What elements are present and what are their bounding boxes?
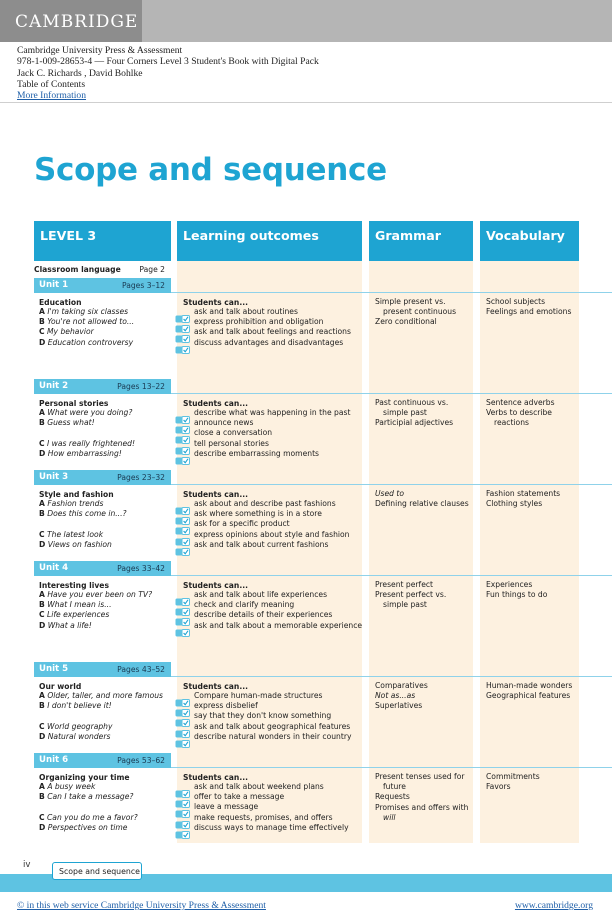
- lesson-letter: C: [39, 438, 45, 448]
- vocabulary-item: School subjects: [486, 297, 546, 306]
- learning-outcome: check and clarify meaning: [194, 600, 295, 610]
- lesson-title: Older, taller, and more famous: [47, 691, 164, 700]
- grammar-item: future: [383, 782, 406, 792]
- unit-bar: [34, 278, 171, 293]
- lesson-item: [39, 823, 127, 833]
- lesson-title: How embarrassing!: [47, 448, 122, 458]
- students-can-label: Students can...: [183, 490, 248, 499]
- lesson-title: Perspectives on time: [47, 822, 128, 832]
- lesson-item: [39, 439, 135, 449]
- bibliographic-info: [17, 45, 319, 101]
- unit-name: Unit 6: [39, 755, 69, 765]
- unit-topic: Interesting lives: [39, 581, 109, 590]
- vocabulary-item: Favors: [486, 782, 511, 792]
- unit-pages: Pages 3–12: [121, 281, 165, 290]
- students-can-label: Students can...: [183, 399, 248, 408]
- lesson-title: I was really frightened!: [47, 438, 135, 448]
- grammar-item: Present perfect vs.: [375, 590, 447, 600]
- page-number: iv: [23, 860, 31, 870]
- lesson-letter: A: [39, 499, 45, 508]
- learning-outcome: announce news: [194, 418, 254, 428]
- vocabulary-column-bg: [480, 261, 579, 843]
- unit-name: Unit 4: [39, 563, 69, 573]
- lesson-item: [39, 317, 134, 327]
- lesson-title: I'm taking six classes: [47, 307, 129, 316]
- learning-outcome: offer to take a message: [194, 792, 285, 802]
- vocabulary-item: Sentence adverbs: [486, 398, 555, 407]
- grammar-item: Comparatives: [375, 681, 428, 690]
- more-information-link[interactable]: More Information: [17, 90, 87, 102]
- publisher-line: Cambridge University Press & Assessment: [17, 45, 183, 56]
- unit-divider: [171, 575, 612, 576]
- lesson-letter: D: [39, 539, 46, 549]
- unit-pages: Pages 13–22: [117, 382, 165, 391]
- learning-outcome: express opinions about style and fashion: [194, 529, 350, 539]
- learning-outcome: ask and talk about current fashions: [194, 539, 329, 549]
- lesson-letter: D: [39, 448, 46, 458]
- learning-outcome: say that they don't know something: [194, 711, 332, 721]
- unit-divider: [171, 393, 612, 394]
- lesson-item: [39, 600, 112, 610]
- lesson-item: [39, 610, 109, 620]
- unit-topic: Education: [39, 298, 82, 307]
- lesson-title: Can I take a message?: [47, 792, 134, 802]
- lesson-title: I don't believe it!: [47, 701, 112, 711]
- lesson-item: [39, 691, 163, 701]
- lesson-letter: D: [39, 822, 46, 832]
- classroom-language-label: Classroom language: [34, 265, 121, 274]
- learning-outcome: describe embarrassing moments: [194, 448, 319, 458]
- unit-name: Unit 2: [39, 381, 69, 391]
- vocabulary-item: Feelings and emotions: [486, 307, 572, 317]
- lesson-item: [39, 701, 112, 711]
- grammar-item: Past continuous vs.: [375, 398, 449, 407]
- unit-topic: Personal stories: [39, 399, 109, 408]
- unit-pages: Pages 53–62: [117, 756, 165, 765]
- unit-topic: Our world: [39, 682, 82, 691]
- lesson-item: [39, 792, 133, 802]
- learning-outcome: describe details of their experiences: [194, 610, 333, 620]
- learning-outcome: ask and talk about feelings and reactions: [194, 327, 351, 337]
- lesson-title: The latest look: [47, 529, 104, 539]
- learning-outcome: close a conversation: [194, 428, 273, 438]
- unit-name: Unit 3: [39, 472, 69, 482]
- lesson-letter: B: [39, 418, 45, 428]
- vocabulary-header: Vocabulary: [480, 221, 579, 261]
- unit-divider: [171, 767, 612, 768]
- level-header: LEVEL 3: [34, 221, 171, 261]
- unit-name: Unit 5: [39, 664, 69, 674]
- lesson-title: Can you do me a favor?: [47, 812, 138, 822]
- unit-divider: [171, 676, 612, 677]
- grammar-item: Defining relative clauses: [375, 499, 469, 509]
- lesson-letter: C: [39, 812, 45, 822]
- lesson-title: What were you doing?: [47, 408, 133, 417]
- isbn-line: 978-1-009-28653-4 — Four Corners Level 3 Student's Book with Digital Pack: [17, 56, 319, 68]
- page-title: Scope and sequence: [34, 152, 387, 188]
- grammar-item: Present perfect: [375, 580, 434, 589]
- lesson-letter: D: [39, 620, 46, 630]
- lesson-title: Education controversy: [47, 337, 134, 347]
- unit-pages: Pages 43–52: [117, 665, 165, 674]
- lesson-title: Natural wonders: [47, 731, 111, 741]
- unit-divider: [171, 484, 612, 485]
- lesson-item: [39, 307, 128, 317]
- learning-outcome: make requests, promises, and offers: [194, 812, 333, 822]
- learning-outcome: ask where something is in a store: [194, 509, 322, 519]
- lesson-item: [39, 732, 110, 742]
- cambridge-logo: CAMBRIDGE: [0, 0, 142, 42]
- grammar-item: Not as...as: [375, 691, 416, 701]
- header-divider: [0, 102, 612, 103]
- toc-line: Table of Contents: [17, 78, 86, 90]
- learning-outcome: ask for a specific product: [194, 519, 290, 529]
- lesson-item: [39, 327, 94, 337]
- grammar-item: Zero conditional: [375, 317, 437, 327]
- lesson-title: Life experiences: [47, 610, 110, 620]
- copyright-link[interactable]: © in this web service Cambridge University Press & Assessment: [17, 900, 266, 911]
- classroom-language-row: [34, 265, 171, 274]
- learning-outcome: Compare human-made structures: [194, 691, 323, 700]
- lesson-item: [39, 813, 138, 823]
- grammar-item: Promises and offers with: [375, 802, 469, 812]
- vocabulary-item: Fashion statements: [486, 489, 561, 498]
- lesson-title: My behavior: [47, 327, 94, 337]
- learning-outcome: ask and talk about a memorable experience: [194, 620, 363, 630]
- lesson-letter: C: [39, 529, 45, 539]
- lesson-title: Have you ever been on TV?: [47, 590, 153, 599]
- lesson-item: [39, 722, 112, 732]
- lesson-letter: C: [39, 327, 45, 337]
- grammar-item: simple past: [383, 408, 427, 418]
- lesson-item: [39, 338, 133, 348]
- unit-bar: [34, 470, 171, 485]
- lesson-item: [39, 590, 152, 600]
- learning-outcome: ask and talk about weekend plans: [194, 782, 324, 791]
- lesson-letter: D: [39, 731, 46, 741]
- unit-pages: Pages 33–42: [117, 564, 165, 573]
- learning-outcome: ask about and describe past fashions: [194, 499, 336, 508]
- lesson-letter: B: [39, 792, 45, 802]
- unit-topic: Style and fashion: [39, 490, 114, 499]
- lesson-title: World geography: [47, 721, 113, 731]
- unit-name: Unit 1: [39, 280, 69, 290]
- lesson-title: Fashion trends: [47, 499, 104, 508]
- lesson-item: [39, 530, 103, 540]
- vocabulary-item: reactions: [494, 418, 529, 428]
- students-can-label: Students can...: [183, 682, 248, 691]
- lesson-letter: A: [39, 307, 45, 316]
- learning-outcome: ask and talk about routines: [194, 307, 298, 316]
- unit-topic: Organizing your time: [39, 773, 130, 782]
- vocabulary-item: Geographical features: [486, 691, 571, 701]
- section-tab: Scope and sequence: [52, 862, 142, 880]
- grammar-item: Participial adjectives: [375, 418, 454, 428]
- grammar-item: Present tenses used for: [375, 772, 465, 781]
- lesson-title: What I mean is...: [47, 600, 112, 610]
- learning-outcome: discuss ways to manage time effectively: [194, 822, 349, 832]
- grammar-header: Grammar: [369, 221, 473, 261]
- lesson-item: [39, 408, 132, 418]
- cambridge-website-link[interactable]: www.cambridge.org: [514, 900, 593, 911]
- unit-bar: [34, 379, 171, 394]
- grammar-item: will: [383, 812, 396, 822]
- vocabulary-item: Fun things to do: [486, 590, 548, 600]
- grammar-item: Requests: [375, 792, 410, 802]
- lesson-item: [39, 540, 112, 550]
- lesson-letter: B: [39, 600, 45, 610]
- unit-pages: Pages 23–32: [117, 473, 165, 482]
- classroom-language-page: Page 2: [139, 265, 165, 274]
- learning-outcome: tell personal stories: [194, 438, 269, 448]
- learning-outcome: ask and talk about life experiences: [194, 590, 328, 599]
- vocabulary-item: Experiences: [486, 580, 533, 589]
- lesson-item: [39, 418, 95, 428]
- unit-bar: [34, 662, 171, 677]
- learning-outcome: express disbelief: [194, 701, 258, 711]
- unit-bar: [34, 561, 171, 576]
- outcomes-header: Learning outcomes: [177, 221, 362, 261]
- lesson-letter: B: [39, 701, 45, 711]
- unit-bar: [34, 753, 171, 768]
- lesson-title: You're not allowed to...: [47, 317, 135, 327]
- grammar-item: simple past: [383, 600, 427, 610]
- grammar-item: Superlatives: [375, 701, 423, 711]
- lesson-item: [39, 782, 95, 792]
- learning-outcome: describe what was happening in the past: [194, 408, 351, 417]
- grammar-column-bg: [369, 261, 473, 843]
- lesson-title: A busy week: [47, 782, 96, 791]
- students-can-label: Students can...: [183, 298, 248, 307]
- learning-outcome: express prohibition and obligation: [194, 317, 324, 327]
- lesson-title: Views on fashion: [47, 539, 112, 549]
- students-can-label: Students can...: [183, 773, 248, 782]
- lesson-letter: D: [39, 337, 46, 347]
- lesson-item: [39, 449, 122, 459]
- lesson-item: [39, 499, 103, 509]
- learning-outcome: discuss advantages and disadvantages: [194, 337, 344, 347]
- grammar-item: Used to: [375, 489, 405, 498]
- learning-outcome: ask and talk about geographical features: [194, 721, 351, 731]
- lesson-item: [39, 621, 92, 631]
- outcomes-column-bg: [177, 261, 362, 843]
- lesson-letter: A: [39, 691, 45, 700]
- vocabulary-item: Verbs to describe: [486, 408, 552, 418]
- lesson-letter: C: [39, 610, 45, 620]
- vocabulary-item: Human-made wonders: [486, 681, 573, 690]
- authors-line: Jack C. Richards , David Bohlke: [17, 67, 143, 79]
- learning-outcome: leave a message: [194, 802, 259, 812]
- lesson-letter: A: [39, 782, 45, 791]
- lesson-letter: C: [39, 721, 45, 731]
- lesson-letter: A: [39, 590, 45, 599]
- grammar-item: present continuous: [383, 307, 457, 317]
- learning-outcome: describe natural wonders in their country: [194, 731, 352, 741]
- lesson-letter: A: [39, 408, 45, 417]
- vocabulary-item: Commitments: [486, 772, 540, 781]
- grammar-item: Simple present vs.: [375, 297, 446, 306]
- vocabulary-item: Clothing styles: [486, 499, 543, 509]
- students-can-label: Students can...: [183, 581, 248, 590]
- lesson-title: Guess what!: [47, 418, 95, 428]
- lesson-letter: B: [39, 317, 45, 327]
- lesson-item: [39, 509, 127, 519]
- lesson-title: Does this come in...?: [47, 509, 127, 519]
- lesson-title: What a life!: [47, 620, 92, 630]
- lesson-letter: B: [39, 509, 45, 519]
- unit-divider: [171, 292, 612, 293]
